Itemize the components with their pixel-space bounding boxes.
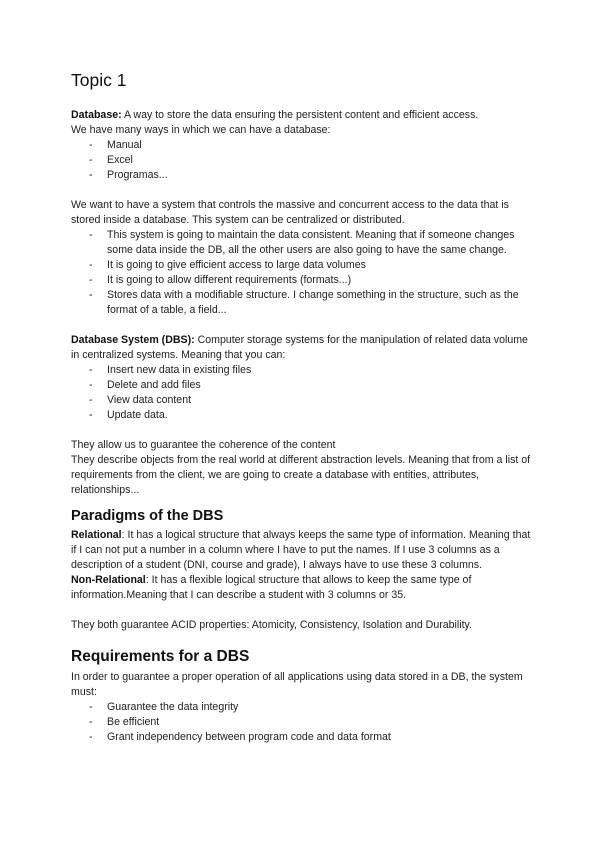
list-item: - Grant independency between program code and data format bbox=[89, 731, 391, 743]
nonrelational-term: Non-Relational bbox=[71, 574, 146, 586]
list-item: - Update data. bbox=[89, 409, 168, 421]
paradigms-heading: Paradigms of the DBS bbox=[71, 508, 224, 524]
nonrelational-paragraph: Non-Relational: It has a flexible logical structure that allows to keep the same type of information.Meaning that I can describe a student with 3 columns or 35. bbox=[71, 574, 472, 601]
requirements-heading: Requirements for a DBS bbox=[71, 648, 250, 665]
list-item: - Insert new data in existing files bbox=[89, 364, 252, 376]
dbs-definition: Database System (DBS): Computer storage systems for the manipulation of related data volume in centralized systems. Meaning that you can: bbox=[71, 334, 528, 361]
list-item: - Guarantee the data integrity bbox=[89, 701, 239, 713]
list-item: - Be efficient bbox=[89, 716, 160, 728]
list-item: - This system is going to maintain the data consistent. Meaning that if someone changes some data inside the DB, all the other users are also going to have the same change. bbox=[89, 229, 515, 256]
dbs-term: Database System (DBS): bbox=[71, 334, 195, 346]
dbs-actions-list bbox=[71, 363, 531, 423]
list-item: - Stores data with a modifiable structure. I change something in the structure, such as the format of a table, a field... bbox=[89, 289, 519, 316]
database-term: Database: bbox=[71, 109, 122, 121]
list-item: - Manual bbox=[89, 139, 142, 151]
abstraction-paragraph: They describe objects from the real world at different abstraction levels. Meaning that from a list of requirements from the client, we are going to create a database with entities, attributes, relationships... bbox=[71, 454, 531, 496]
acid-paragraph: They both guarantee ACID properties: Atomicity, Consistency, Isolation and Durability. bbox=[71, 619, 472, 631]
system-paragraph: We want to have a system that controls the massive and concurrent access to the data that is stored inside a database. This system can be centralized or distributed. bbox=[71, 199, 509, 226]
list-item: - It is going to give efficient access to large data volumes bbox=[89, 259, 366, 271]
coherence-line: They allow us to guarantee the coherence of the content bbox=[71, 439, 336, 451]
list-item: - Excel bbox=[89, 154, 133, 166]
list-item: - Delete and add files bbox=[89, 379, 201, 391]
list-item: - Programas... bbox=[89, 169, 168, 181]
relational-term: Relational bbox=[71, 529, 122, 541]
list-item: - View data content bbox=[89, 394, 192, 406]
database-ways-list bbox=[71, 138, 531, 183]
requirements-list bbox=[71, 700, 531, 745]
database-definition: Database: A way to store the data ensuring the persistent content and efficient access. bbox=[71, 109, 479, 121]
list-item: - It is going to allow different requirements (formats...) bbox=[89, 274, 352, 286]
relational-paragraph: Relational: It has a logical structure that always keeps the same type of information. Meaning that if I can not put a number in a column where I have to put the names. If I use 3 columns as a description of a student (DNI, course and grade), I always have to use these 3 columns. bbox=[71, 529, 531, 571]
system-features-list bbox=[71, 228, 531, 318]
database-intro: We have many ways in which we can have a database: bbox=[71, 124, 331, 136]
requirements-paragraph: In order to guarantee a proper operation of all applications using data stored in a DB, the system must: bbox=[71, 671, 523, 698]
page-title: Topic 1 bbox=[71, 70, 127, 90]
document-page bbox=[71, 70, 531, 745]
